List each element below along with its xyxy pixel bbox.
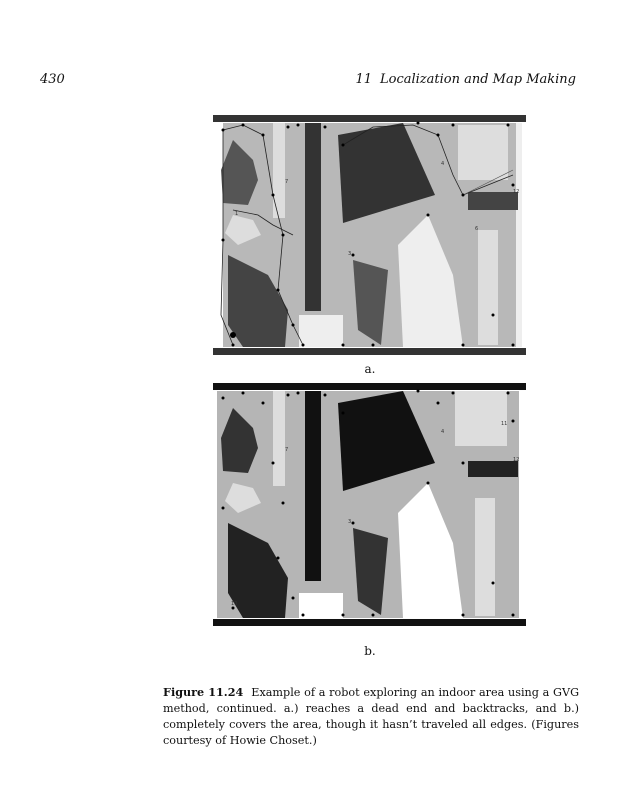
svg-text:11: 11 (501, 421, 508, 427)
running-head (355, 72, 576, 87)
figure-a-label: a. (364, 362, 376, 376)
svg-text:12: 12 (513, 189, 520, 195)
svg-text:3: 3 (348, 251, 352, 257)
figure-a-gvg-map (213, 115, 526, 355)
svg-text:3: 3 (348, 519, 352, 525)
svg-text:10: 10 (231, 601, 238, 607)
svg-text:4: 4 (441, 429, 445, 435)
figure-number: Figure 11.24 (163, 685, 244, 699)
caption-text: Example of a robot exploring an indoor area using a GVG method, continued. a.) reaches a dead end and backtracks, and b.) completely covers the area, though it hasn’t traveled all edges. (Figures courtesy of Howie Choset.) (163, 686, 579, 747)
chapter-title: Localization and Map Making (379, 72, 576, 87)
svg-text:7: 7 (285, 447, 289, 453)
svg-text:6: 6 (475, 226, 479, 232)
chapter-number: 11 (355, 72, 372, 87)
svg-text:7: 7 (285, 179, 289, 185)
page-number: 430 (40, 72, 65, 87)
svg-text:4: 4 (441, 161, 445, 167)
figure-b-gvg-map (213, 383, 526, 626)
figure-caption (163, 684, 579, 749)
svg-text:1: 1 (235, 211, 239, 217)
figure-b-label: b. (364, 644, 376, 658)
svg-text:12: 12 (513, 457, 520, 463)
